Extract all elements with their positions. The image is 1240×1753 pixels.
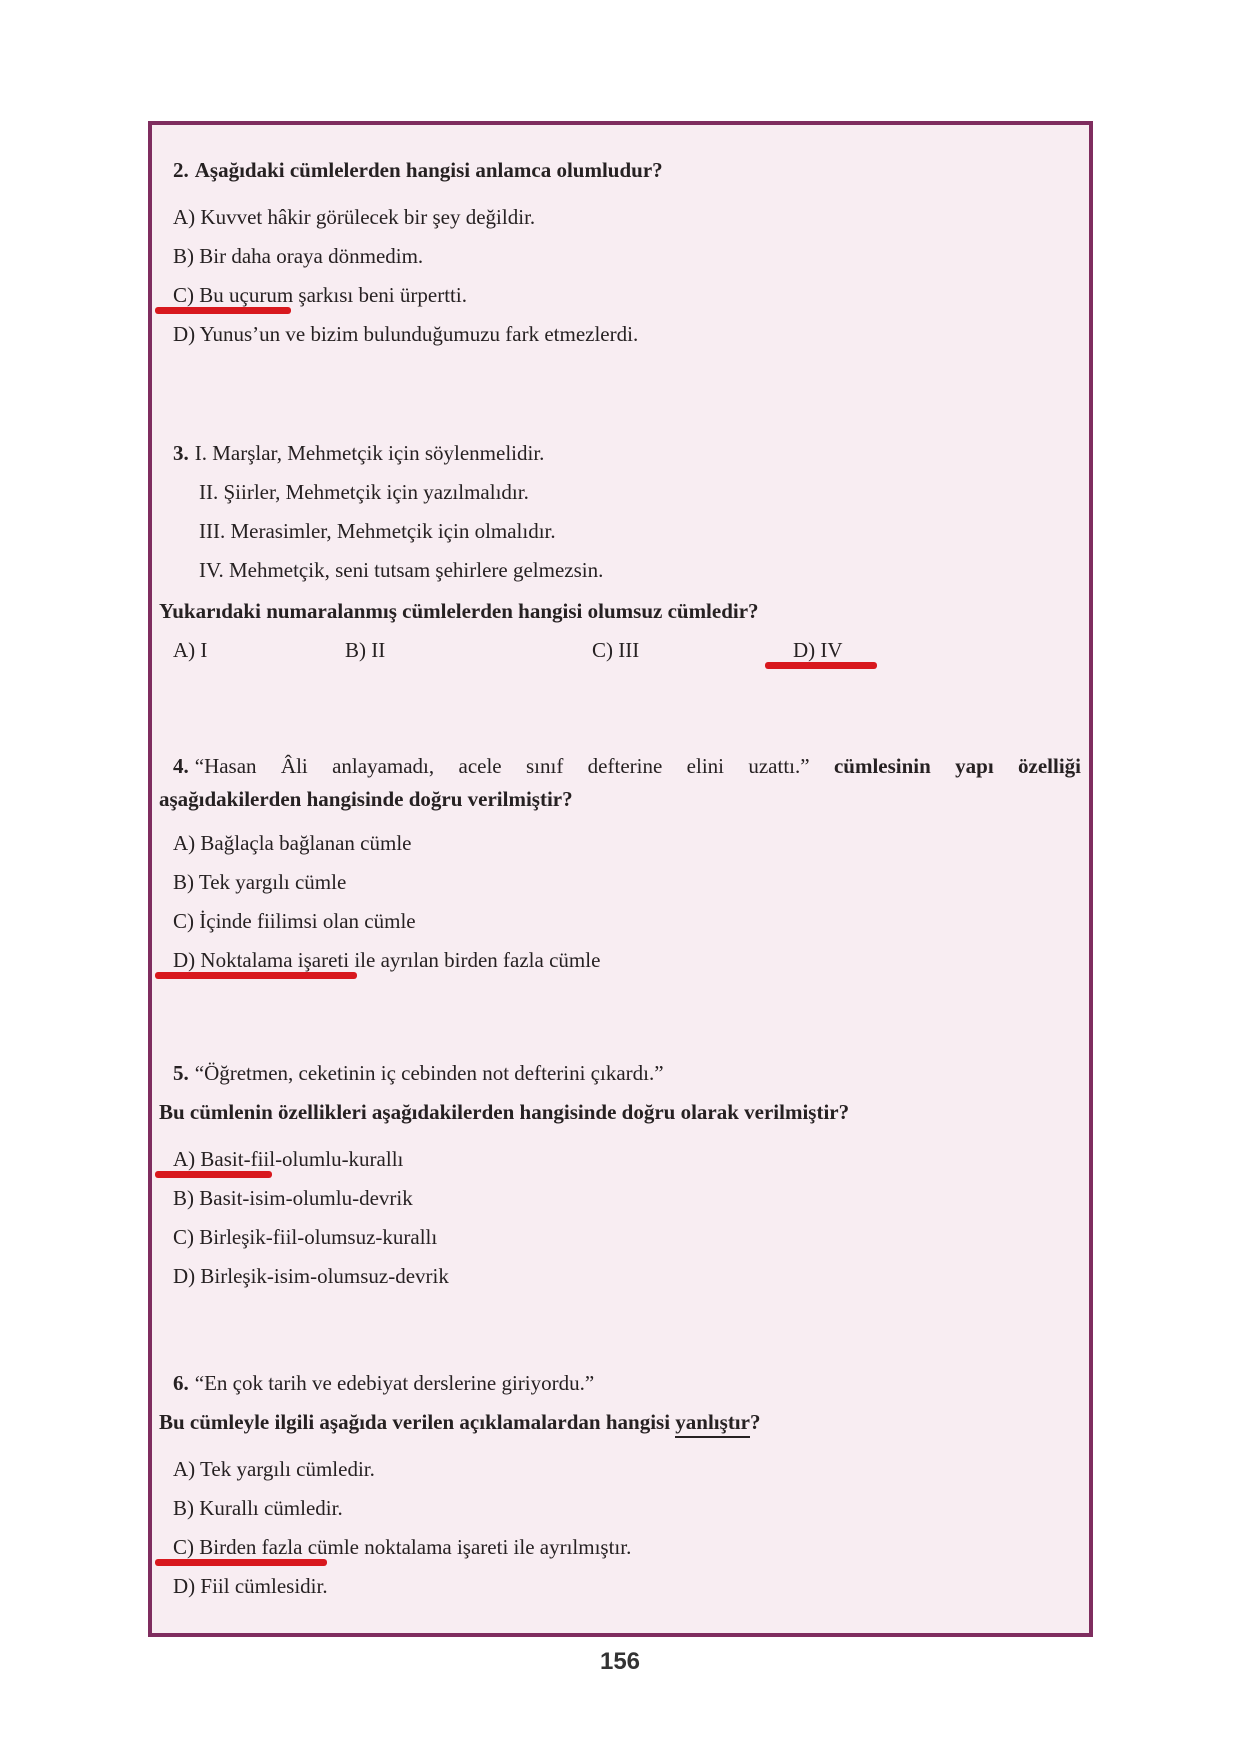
question-stem: 2. Aşağıdaki cümlelerden hangisi anlamca olumludur? xyxy=(173,158,663,182)
quoted-sentence: “Hasan Âli anlayamadı, acele sınıf defterine elini uzattı.” xyxy=(194,754,810,778)
question-number: 6. xyxy=(173,1371,189,1395)
question-stem: Bu cümleyle ilgili aşağıda verilen açıklamalardan hangisi yanlıştır? xyxy=(159,1403,1083,1442)
quoted-sentence-line xyxy=(159,1364,1083,1403)
numbered-item-4: IV. Mehmetçik, seni tutsam şehirlere gelmezsin. xyxy=(199,558,604,582)
option-d: D) Yunus’un ve bizim bulunduğumuzu fark etmezlerdi. xyxy=(173,322,639,346)
answer-underline xyxy=(765,662,877,669)
quoted-sentence: “Öğretmen, ceketinin iç cebinden not defterini çıkardı.” xyxy=(194,1061,664,1085)
option-b: B) Bir daha oraya dönmedim. xyxy=(173,244,424,268)
options-list xyxy=(159,198,1083,354)
option-b: B) Tek yargılı cümle xyxy=(173,870,347,894)
options-list xyxy=(159,824,1083,980)
option-b: B) Kurallı cümledir. xyxy=(173,1496,343,1520)
option-a: A) Tek yargılı cümledir. xyxy=(173,1457,375,1481)
numbered-item-3: III. Merasimler, Mehmetçik için olmalıdır. xyxy=(199,519,556,543)
option-c: C) Birden fazla cümle noktalama işareti ile ayrılmıştır. xyxy=(159,1528,1083,1567)
numbered-item-1: 3. I. Marşlar, Mehmetçik için söylenmelidir. xyxy=(173,441,545,465)
answer-underline xyxy=(155,307,291,314)
question-stem: Yukarıdaki numaralanmış cümlelerden hangisi olumsuz cümledir? xyxy=(159,599,759,623)
question-number: 5. xyxy=(173,1061,189,1085)
question-number: 4. xyxy=(173,754,189,778)
option-b: B) Basit-isim-olumlu-devrik xyxy=(173,1186,413,1210)
option-a: A) Bağlaçla bağlanan cümle xyxy=(173,831,412,855)
answer-choice-c: C) III xyxy=(592,638,640,662)
quoted-sentence-line xyxy=(159,1054,1083,1093)
answer-choice-b: B) II xyxy=(345,638,386,662)
content-box xyxy=(148,121,1093,1637)
question-number: 3. xyxy=(173,441,189,465)
question-stem: Bu cümlenin özellikleri aşağıdakilerden hangisinde doğru olarak verilmiştir? xyxy=(159,1100,850,1124)
option-d: D) Birleşik-isim-olumsuz-devrik xyxy=(173,1264,449,1288)
quoted-sentence: “En çok tarih ve edebiyat derslerine giriyordu.” xyxy=(194,1371,595,1395)
question-2 xyxy=(159,151,1083,354)
options-list xyxy=(159,1140,1083,1296)
answer-choice-d: D) IV xyxy=(793,638,843,662)
page-number: 156 xyxy=(599,1648,641,1675)
option-d: D) Fiil cümlesidir. xyxy=(173,1574,328,1598)
underlined-word: yanlıştır xyxy=(675,1410,750,1438)
numbered-item-2: II. Şiirler, Mehmetçik için yazılmalıdır. xyxy=(199,480,529,504)
option-d: D) Noktalama işareti ile ayrılan birden fazla cümle xyxy=(159,941,1083,980)
option-c: C) Bu uçurum şarkısı beni ürpertti. xyxy=(159,276,1083,315)
option-a: A) Basit-fiil-olumlu-kurallı xyxy=(159,1140,1083,1179)
question-6 xyxy=(159,1364,1083,1606)
question-4 xyxy=(159,750,1083,980)
question-stem-line-2: aşağıdakilerden hangisinde doğru verilmiştir? xyxy=(159,787,573,811)
option-c: C) Birleşik-fiil-olumsuz-kurallı xyxy=(173,1225,438,1249)
question-3 xyxy=(159,434,1083,670)
answer-underline xyxy=(155,972,357,979)
answer-underline xyxy=(155,1171,272,1178)
answers-row xyxy=(159,631,1083,670)
question-stem-line-1: 4. “Hasan Âli anlayamadı, acele sınıf defterine elini uzattı.” cümlesinin yapı özelliği xyxy=(173,754,1082,778)
options-list xyxy=(159,1450,1083,1606)
answer-underline xyxy=(155,1559,327,1566)
option-a: A) Kuvvet hâkir görülecek bir şey değildir. xyxy=(173,205,536,229)
question-5 xyxy=(159,1054,1083,1296)
option-c: C) İçinde fiilimsi olan cümle xyxy=(173,909,416,933)
question-number: 2. xyxy=(173,158,189,182)
answer-choice-a: A) I xyxy=(173,638,208,662)
